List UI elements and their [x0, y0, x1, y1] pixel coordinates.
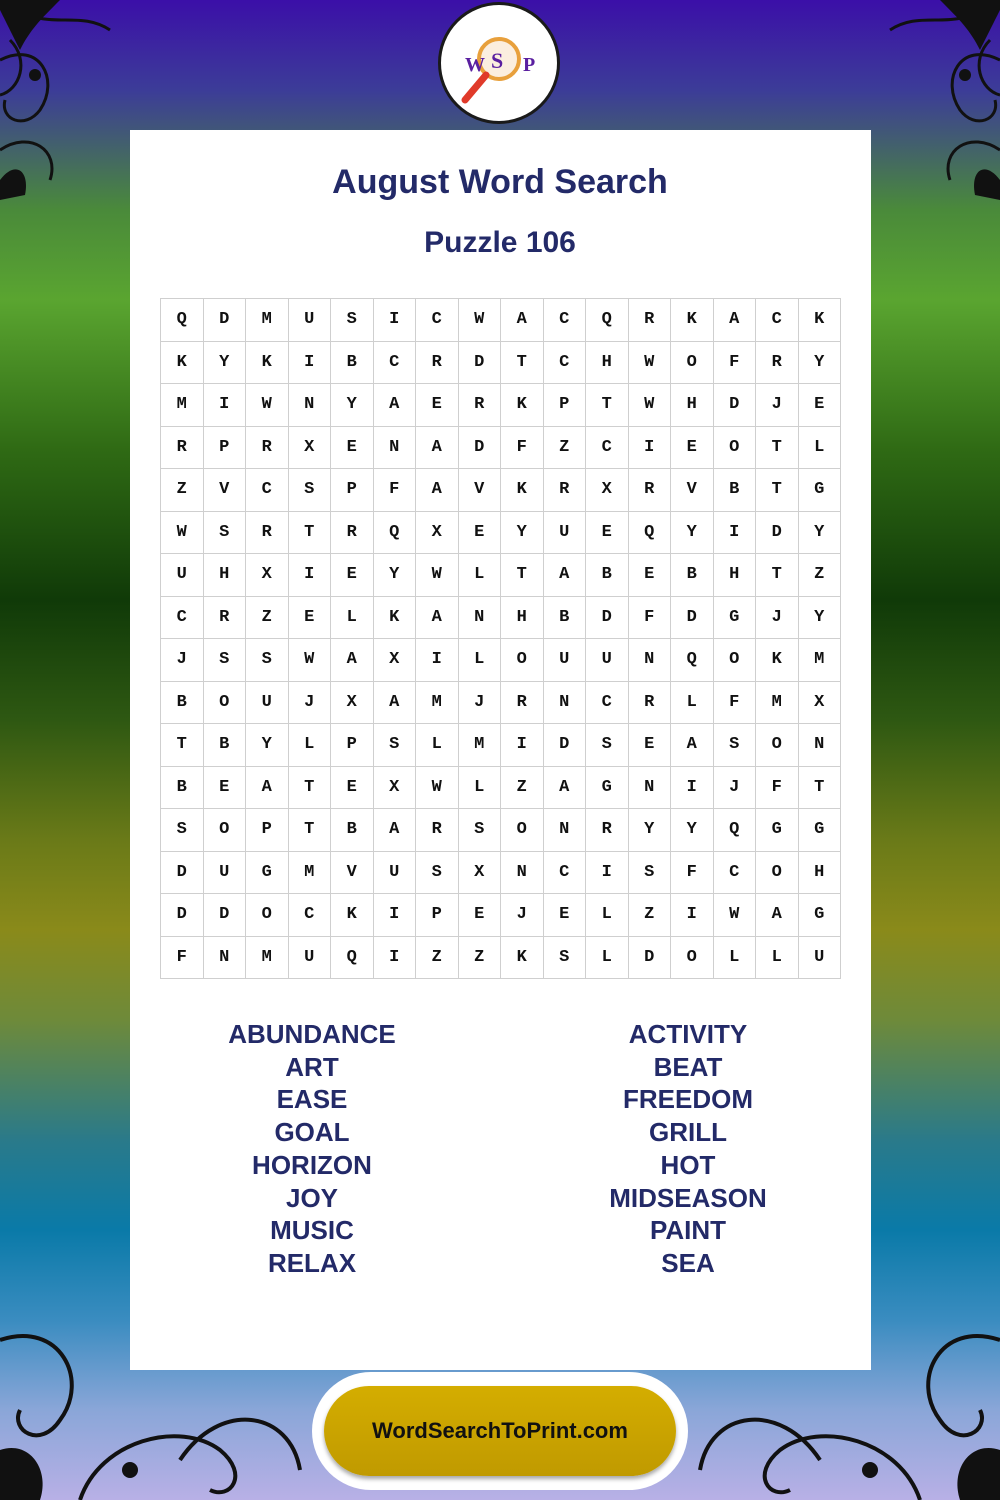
grid-cell: G	[246, 852, 289, 895]
grid-cell: Q	[671, 639, 714, 682]
grid-cell: S	[246, 639, 289, 682]
grid-cell: I	[671, 894, 714, 937]
grid-cell: H	[799, 852, 842, 895]
grid-cell: Z	[799, 554, 842, 597]
grid-cell: E	[671, 427, 714, 470]
grid-cell: L	[459, 554, 502, 597]
grid-cell: S	[289, 469, 332, 512]
grid-cell: R	[416, 342, 459, 385]
grid-cell: I	[374, 937, 417, 980]
grid-cell: E	[204, 767, 247, 810]
grid-cell: N	[501, 852, 544, 895]
grid-cell: A	[374, 682, 417, 725]
grid-cell: Y	[331, 384, 374, 427]
grid-cell: C	[544, 852, 587, 895]
word-list-item: ABUNDANCE	[228, 1019, 396, 1049]
grid-cell: U	[289, 299, 332, 342]
grid-cell: A	[544, 554, 587, 597]
grid-cell: M	[246, 937, 289, 980]
grid-cell: P	[331, 724, 374, 767]
grid-cell: E	[331, 427, 374, 470]
magnifier-logo-icon	[441, 5, 557, 121]
grid-cell: D	[459, 427, 502, 470]
grid-cell: C	[161, 597, 204, 640]
word-list-item: EASE	[276, 1084, 348, 1115]
grid-cell: U	[544, 639, 587, 682]
letter-grid	[160, 298, 841, 979]
grid-cell: S	[416, 852, 459, 895]
grid-cell: N	[799, 724, 842, 767]
grid-cell: B	[331, 342, 374, 385]
grid-cell: O	[671, 342, 714, 385]
grid-cell: M	[246, 299, 289, 342]
grid-cell: N	[544, 682, 587, 725]
grid-cell: S	[586, 724, 629, 767]
word-list-item: RELAX	[267, 1247, 357, 1278]
grid-cell: C	[756, 299, 799, 342]
word-list-right	[538, 1018, 838, 1280]
grid-cell: T	[289, 809, 332, 852]
grid-cell: U	[799, 937, 842, 980]
grid-cell: P	[246, 809, 289, 852]
grid-cell: O	[501, 809, 544, 852]
grid-cell: Z	[501, 767, 544, 810]
grid-cell: U	[246, 682, 289, 725]
word-list-item: ART	[285, 1051, 339, 1082]
grid-cell: N	[544, 809, 587, 852]
svg-text:P: P	[523, 54, 536, 76]
grid-cell: Y	[671, 512, 714, 555]
grid-cell: I	[374, 299, 417, 342]
website-link-label: WordSearchToPrint.com	[372, 1418, 628, 1443]
word-list-item: JOY	[285, 1182, 339, 1213]
grid-cell: H	[204, 554, 247, 597]
grid-cell: M	[756, 682, 799, 725]
grid-cell: E	[629, 724, 672, 767]
grid-cell: T	[161, 724, 204, 767]
grid-cell: D	[459, 342, 502, 385]
grid-cell: L	[289, 724, 332, 767]
grid-cell: Z	[416, 937, 459, 980]
word-list-item: PAINT	[649, 1215, 727, 1246]
grid-cell: Q	[331, 937, 374, 980]
grid-cell: Y	[671, 809, 714, 852]
grid-cell: Z	[459, 937, 502, 980]
grid-cell: W	[629, 342, 672, 385]
grid-cell: E	[459, 894, 502, 937]
grid-cell: L	[416, 724, 459, 767]
grid-cell: Z	[544, 427, 587, 470]
grid-cell: F	[671, 852, 714, 895]
grid-cell: H	[714, 554, 757, 597]
word-list-item: GRILL	[649, 1117, 727, 1148]
grid-cell: R	[459, 384, 502, 427]
grid-cell: A	[416, 597, 459, 640]
grid-cell: E	[586, 512, 629, 555]
grid-cell: C	[289, 894, 332, 937]
puzzle-subtitle: Puzzle 106	[424, 226, 576, 259]
grid-cell: I	[204, 384, 247, 427]
grid-cell: P	[544, 384, 587, 427]
grid-cell: Y	[374, 554, 417, 597]
grid-cell: T	[799, 767, 842, 810]
grid-cell: K	[246, 342, 289, 385]
grid-cell: A	[416, 427, 459, 470]
grid-cell: F	[161, 937, 204, 980]
grid-cell: W	[416, 767, 459, 810]
grid-cell: B	[586, 554, 629, 597]
grid-cell: R	[756, 342, 799, 385]
grid-cell: B	[204, 724, 247, 767]
grid-cell: D	[671, 597, 714, 640]
grid-cell: C	[246, 469, 289, 512]
grid-cell: Y	[501, 512, 544, 555]
grid-cell: E	[799, 384, 842, 427]
grid-cell: G	[756, 809, 799, 852]
grid-cell: L	[799, 427, 842, 470]
grid-cell: R	[246, 512, 289, 555]
grid-cell: B	[331, 809, 374, 852]
grid-cell: V	[204, 469, 247, 512]
grid-cell: R	[246, 427, 289, 470]
grid-cell: T	[756, 469, 799, 512]
grid-cell: F	[629, 597, 672, 640]
grid-cell: L	[331, 597, 374, 640]
grid-cell: D	[756, 512, 799, 555]
grid-cell: J	[289, 682, 332, 725]
grid-cell: I	[501, 724, 544, 767]
grid-cell: J	[161, 639, 204, 682]
grid-cell: Q	[586, 299, 629, 342]
grid-cell: M	[289, 852, 332, 895]
word-list-item: ACTIVITY	[628, 1019, 748, 1049]
grid-cell: C	[586, 682, 629, 725]
grid-cell: X	[459, 852, 502, 895]
grid-cell: G	[586, 767, 629, 810]
grid-cell: J	[756, 597, 799, 640]
grid-cell: X	[289, 427, 332, 470]
grid-cell: L	[714, 937, 757, 980]
grid-cell: R	[501, 682, 544, 725]
grid-cell: U	[586, 639, 629, 682]
grid-cell: A	[331, 639, 374, 682]
grid-cell: A	[416, 469, 459, 512]
grid-cell: S	[204, 512, 247, 555]
grid-cell: I	[586, 852, 629, 895]
grid-cell: I	[671, 767, 714, 810]
grid-cell: T	[501, 342, 544, 385]
word-list-item: SEA	[661, 1247, 715, 1278]
grid-cell: I	[289, 342, 332, 385]
grid-cell: L	[756, 937, 799, 980]
word-list-item: HORIZON	[252, 1149, 372, 1180]
grid-cell: S	[331, 299, 374, 342]
grid-cell: A	[374, 384, 417, 427]
grid-cell: V	[459, 469, 502, 512]
grid-cell: X	[586, 469, 629, 512]
grid-cell: I	[714, 512, 757, 555]
grid-cell: E	[629, 554, 672, 597]
grid-cell: R	[331, 512, 374, 555]
grid-cell: G	[799, 469, 842, 512]
grid-cell: I	[416, 639, 459, 682]
grid-cell: F	[756, 767, 799, 810]
grid-cell: K	[756, 639, 799, 682]
grid-cell: X	[246, 554, 289, 597]
grid-cell: N	[204, 937, 247, 980]
word-list-item: HOT	[660, 1149, 716, 1180]
grid-cell: N	[629, 767, 672, 810]
grid-cell: T	[756, 427, 799, 470]
grid-cell: D	[161, 852, 204, 895]
grid-cell: P	[204, 427, 247, 470]
grid-cell: T	[289, 767, 332, 810]
grid-cell: X	[416, 512, 459, 555]
word-list-left	[162, 1018, 462, 1280]
grid-cell: D	[544, 724, 587, 767]
grid-cell: T	[756, 554, 799, 597]
grid-cell: E	[331, 767, 374, 810]
grid-cell: W	[161, 512, 204, 555]
grid-cell: D	[161, 894, 204, 937]
grid-cell: M	[416, 682, 459, 725]
grid-cell: U	[161, 554, 204, 597]
grid-cell: X	[374, 639, 417, 682]
grid-cell: H	[501, 597, 544, 640]
grid-cell: R	[629, 299, 672, 342]
grid-cell: C	[544, 342, 587, 385]
grid-cell: F	[714, 682, 757, 725]
grid-cell: W	[459, 299, 502, 342]
grid-cell: K	[161, 342, 204, 385]
grid-cell: L	[586, 894, 629, 937]
grid-cell: G	[799, 809, 842, 852]
grid-cell: A	[671, 724, 714, 767]
grid-cell: R	[416, 809, 459, 852]
grid-cell: A	[544, 767, 587, 810]
grid-cell: Y	[799, 342, 842, 385]
grid-cell: L	[586, 937, 629, 980]
grid-cell: T	[289, 512, 332, 555]
grid-cell: N	[459, 597, 502, 640]
grid-cell: Y	[799, 597, 842, 640]
grid-cell: I	[289, 554, 332, 597]
grid-cell: E	[544, 894, 587, 937]
grid-cell: F	[501, 427, 544, 470]
grid-cell: Z	[629, 894, 672, 937]
grid-cell: G	[799, 894, 842, 937]
grid-cell: N	[289, 384, 332, 427]
grid-cell: Y	[799, 512, 842, 555]
grid-cell: X	[374, 767, 417, 810]
grid-cell: W	[416, 554, 459, 597]
grid-cell: F	[374, 469, 417, 512]
grid-cell: N	[629, 639, 672, 682]
grid-cell: C	[416, 299, 459, 342]
grid-cell: B	[161, 767, 204, 810]
grid-cell: Q	[374, 512, 417, 555]
grid-cell: B	[671, 554, 714, 597]
grid-cell: Y	[204, 342, 247, 385]
grid-cell: A	[374, 809, 417, 852]
grid-cell: D	[629, 937, 672, 980]
grid-cell: Z	[161, 469, 204, 512]
grid-cell: R	[586, 809, 629, 852]
grid-cell: B	[714, 469, 757, 512]
grid-cell: J	[501, 894, 544, 937]
grid-cell: L	[671, 682, 714, 725]
word-list-item: GOAL	[274, 1117, 350, 1148]
grid-cell: H	[586, 342, 629, 385]
grid-cell: R	[204, 597, 247, 640]
grid-cell: K	[501, 469, 544, 512]
grid-cell: R	[161, 427, 204, 470]
grid-cell: Q	[629, 512, 672, 555]
grid-cell: M	[161, 384, 204, 427]
grid-cell: Y	[246, 724, 289, 767]
grid-cell: I	[374, 894, 417, 937]
grid-cell: N	[374, 427, 417, 470]
word-list-item: BEAT	[653, 1051, 723, 1082]
grid-cell: E	[331, 554, 374, 597]
grid-cell: E	[289, 597, 332, 640]
svg-text:W: W	[465, 54, 485, 76]
grid-cell: O	[714, 427, 757, 470]
grid-cell: K	[799, 299, 842, 342]
grid-cell: O	[204, 682, 247, 725]
grid-cell: A	[756, 894, 799, 937]
website-link-button[interactable]	[324, 1386, 676, 1476]
grid-cell: E	[416, 384, 459, 427]
grid-cell: P	[331, 469, 374, 512]
word-list-item: FREEDOM	[623, 1084, 753, 1115]
grid-cell: W	[714, 894, 757, 937]
grid-cell: O	[671, 937, 714, 980]
grid-cell: L	[459, 767, 502, 810]
grid-cell: P	[416, 894, 459, 937]
grid-cell: B	[161, 682, 204, 725]
grid-cell: V	[671, 469, 714, 512]
grid-cell: M	[459, 724, 502, 767]
word-list-item: MUSIC	[270, 1215, 354, 1246]
grid-cell: K	[501, 937, 544, 980]
grid-cell: I	[629, 427, 672, 470]
grid-cell: C	[586, 427, 629, 470]
grid-cell: S	[544, 937, 587, 980]
grid-cell: J	[714, 767, 757, 810]
grid-cell: Q	[714, 809, 757, 852]
grid-cell: A	[714, 299, 757, 342]
grid-cell: G	[714, 597, 757, 640]
grid-cell: O	[756, 724, 799, 767]
grid-cell: W	[629, 384, 672, 427]
grid-cell: H	[671, 384, 714, 427]
grid-cell: K	[671, 299, 714, 342]
site-logo	[438, 2, 560, 124]
grid-cell: U	[289, 937, 332, 980]
grid-cell: F	[714, 342, 757, 385]
grid-cell: D	[204, 299, 247, 342]
grid-cell: O	[204, 809, 247, 852]
grid-cell: D	[714, 384, 757, 427]
grid-cell: S	[714, 724, 757, 767]
grid-cell: S	[459, 809, 502, 852]
grid-cell: D	[204, 894, 247, 937]
grid-cell: O	[756, 852, 799, 895]
grid-cell: Q	[161, 299, 204, 342]
grid-cell: O	[714, 639, 757, 682]
grid-cell: Z	[246, 597, 289, 640]
grid-cell: O	[501, 639, 544, 682]
grid-cell: K	[331, 894, 374, 937]
page-title: August Word Search	[332, 163, 668, 201]
grid-cell: W	[289, 639, 332, 682]
grid-cell: J	[756, 384, 799, 427]
grid-cell: X	[799, 682, 842, 725]
grid-cell: T	[501, 554, 544, 597]
grid-cell: T	[586, 384, 629, 427]
grid-cell: M	[799, 639, 842, 682]
grid-cell: R	[629, 682, 672, 725]
grid-cell: K	[374, 597, 417, 640]
svg-text:S: S	[491, 48, 504, 73]
grid-cell: D	[586, 597, 629, 640]
grid-cell: E	[459, 512, 502, 555]
grid-cell: C	[374, 342, 417, 385]
grid-cell: U	[544, 512, 587, 555]
grid-cell: C	[544, 299, 587, 342]
grid-cell: J	[459, 682, 502, 725]
grid-cell: U	[374, 852, 417, 895]
grid-cell: S	[629, 852, 672, 895]
grid-cell: V	[331, 852, 374, 895]
grid-cell: X	[331, 682, 374, 725]
grid-cell: U	[204, 852, 247, 895]
grid-cell: S	[374, 724, 417, 767]
grid-cell: R	[629, 469, 672, 512]
word-list-item: MIDSEASON	[609, 1182, 767, 1213]
grid-cell: S	[204, 639, 247, 682]
grid-cell: L	[459, 639, 502, 682]
grid-cell: Y	[629, 809, 672, 852]
grid-cell: W	[246, 384, 289, 427]
grid-cell: B	[544, 597, 587, 640]
grid-cell: A	[501, 299, 544, 342]
grid-cell: K	[501, 384, 544, 427]
grid-cell: C	[714, 852, 757, 895]
grid-cell: O	[246, 894, 289, 937]
grid-cell: S	[161, 809, 204, 852]
grid-cell: R	[544, 469, 587, 512]
grid-cell: A	[246, 767, 289, 810]
